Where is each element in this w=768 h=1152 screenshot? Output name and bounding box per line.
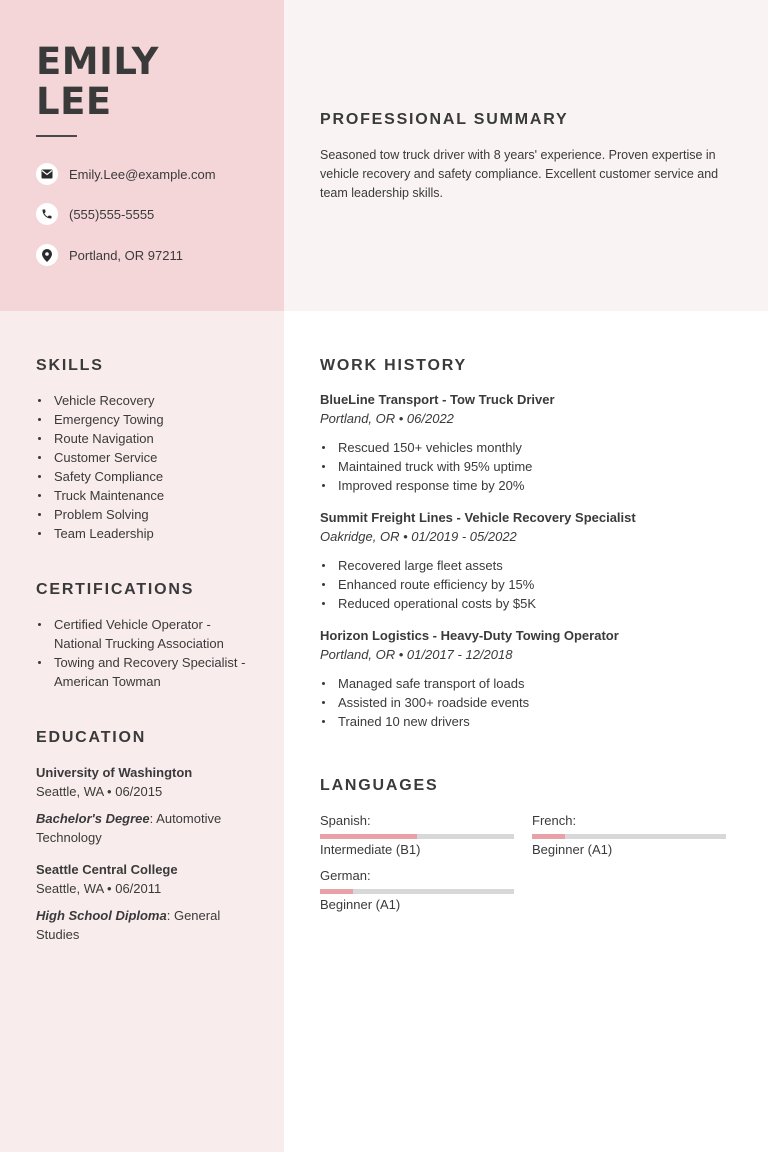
work-history-heading: WORK HISTORY bbox=[320, 357, 467, 374]
certification-name: Towing and Recovery Specialist - bbox=[54, 655, 246, 670]
certification-name: Certified Vehicle Operator - bbox=[54, 617, 211, 632]
job-title: BlueLine Transport - Tow Truck Driver bbox=[320, 392, 555, 407]
summary-heading: PROFESSIONAL SUMMARY bbox=[320, 111, 569, 128]
skill-item: Route Navigation bbox=[36, 429, 164, 448]
language-level: Beginner (A1) bbox=[532, 842, 613, 857]
phone-icon bbox=[36, 203, 58, 225]
job-bullet: Maintained truck with 95% uptime bbox=[320, 457, 532, 476]
name-divider bbox=[36, 135, 77, 137]
skill-item: Truck Maintenance bbox=[36, 486, 164, 505]
job-bullet: Recovered large fleet assets bbox=[320, 556, 536, 575]
skill-item: Safety Compliance bbox=[36, 467, 164, 486]
degree-field: : Automotive Technology bbox=[36, 811, 222, 845]
summary-text: Seasoned tow truck driver with 8 years' experience. Proven expertise in vehicle recovery and safety compliance. Excellent customer service and team leadership skills. bbox=[320, 148, 719, 200]
job-bullet: Assisted in 300+ roadside events bbox=[320, 693, 529, 712]
languages-heading: LANGUAGES bbox=[320, 777, 439, 794]
envelope-icon bbox=[36, 163, 58, 185]
language-name: French: bbox=[532, 813, 577, 828]
language-level-fill bbox=[320, 834, 417, 839]
education-heading: EDUCATION bbox=[36, 729, 147, 746]
skill-item: Team Leadership bbox=[36, 524, 164, 543]
contact-phone[interactable]: (555)555-5555 bbox=[69, 206, 155, 222]
job-bullet: Rescued 150+ vehicles monthly bbox=[320, 438, 532, 457]
skill-item: Customer Service bbox=[36, 448, 164, 467]
language-level-bar bbox=[320, 834, 514, 839]
certification-issuer: American Towman bbox=[54, 674, 161, 689]
language-name: Spanish: bbox=[320, 813, 371, 828]
contact-phone-row bbox=[36, 202, 154, 226]
language-level-fill bbox=[532, 834, 565, 839]
skill-item: Problem Solving bbox=[36, 505, 164, 524]
skill-item: Emergency Towing bbox=[36, 410, 164, 429]
job-bullet: Trained 10 new drivers bbox=[320, 712, 529, 731]
language-level-bar bbox=[320, 889, 514, 894]
certification-issuer: National Trucking Association bbox=[54, 636, 224, 651]
contact-location: Portland, OR 97211 bbox=[69, 247, 183, 263]
first-name: EMILY bbox=[36, 40, 159, 83]
job-bullet: Enhanced route efficiency by 15% bbox=[320, 575, 536, 594]
education-meta: Seattle, WA • 06/2011 bbox=[36, 881, 162, 896]
skills-heading: SKILLS bbox=[36, 357, 104, 374]
language-level: Beginner (A1) bbox=[320, 897, 401, 912]
job-bullets bbox=[320, 556, 536, 613]
language-name: German: bbox=[320, 868, 371, 883]
degree-field: : General Studies bbox=[36, 908, 221, 942]
job-title: Horizon Logistics - Heavy-Duty Towing Operator bbox=[320, 628, 619, 643]
education-school: Seattle Central College bbox=[36, 862, 178, 877]
certifications-heading: CERTIFICATIONS bbox=[36, 581, 195, 598]
education-degree bbox=[36, 906, 236, 944]
job-bullets bbox=[320, 674, 529, 731]
job-title: Summit Freight Lines - Vehicle Recovery Specialist bbox=[320, 510, 636, 525]
contact-email-row bbox=[36, 162, 216, 186]
language-level: Intermediate (B1) bbox=[320, 842, 421, 857]
contact-location-row bbox=[36, 243, 183, 267]
education-meta: Seattle, WA • 06/2015 bbox=[36, 784, 163, 799]
certifications-list bbox=[36, 615, 245, 691]
language-level-fill bbox=[320, 889, 353, 894]
job-bullet: Managed safe transport of loads bbox=[320, 674, 529, 693]
job-meta: Portland, OR • 06/2022 bbox=[320, 411, 454, 426]
job-bullet: Improved response time by 20% bbox=[320, 476, 532, 495]
skills-list bbox=[36, 391, 164, 543]
last-name: LEE bbox=[36, 80, 112, 123]
degree-name: Bachelor's Degree bbox=[36, 811, 150, 826]
skill-item: Vehicle Recovery bbox=[36, 391, 164, 410]
map-pin-icon bbox=[36, 244, 58, 266]
education-school: University of Washington bbox=[36, 765, 193, 780]
job-bullet: Reduced operational costs by $5K bbox=[320, 594, 536, 613]
education-degree bbox=[36, 809, 236, 847]
candidate-name bbox=[36, 42, 159, 122]
language-level-bar bbox=[532, 834, 726, 839]
certification-item bbox=[36, 615, 245, 653]
certification-item bbox=[36, 653, 245, 691]
degree-name: High School Diploma bbox=[36, 908, 167, 923]
job-meta: Oakridge, OR • 01/2019 - 05/2022 bbox=[320, 529, 517, 544]
contact-email[interactable]: Emily.Lee@example.com bbox=[69, 166, 216, 182]
job-meta: Portland, OR • 01/2017 - 12/2018 bbox=[320, 647, 513, 662]
job-bullets bbox=[320, 438, 532, 495]
